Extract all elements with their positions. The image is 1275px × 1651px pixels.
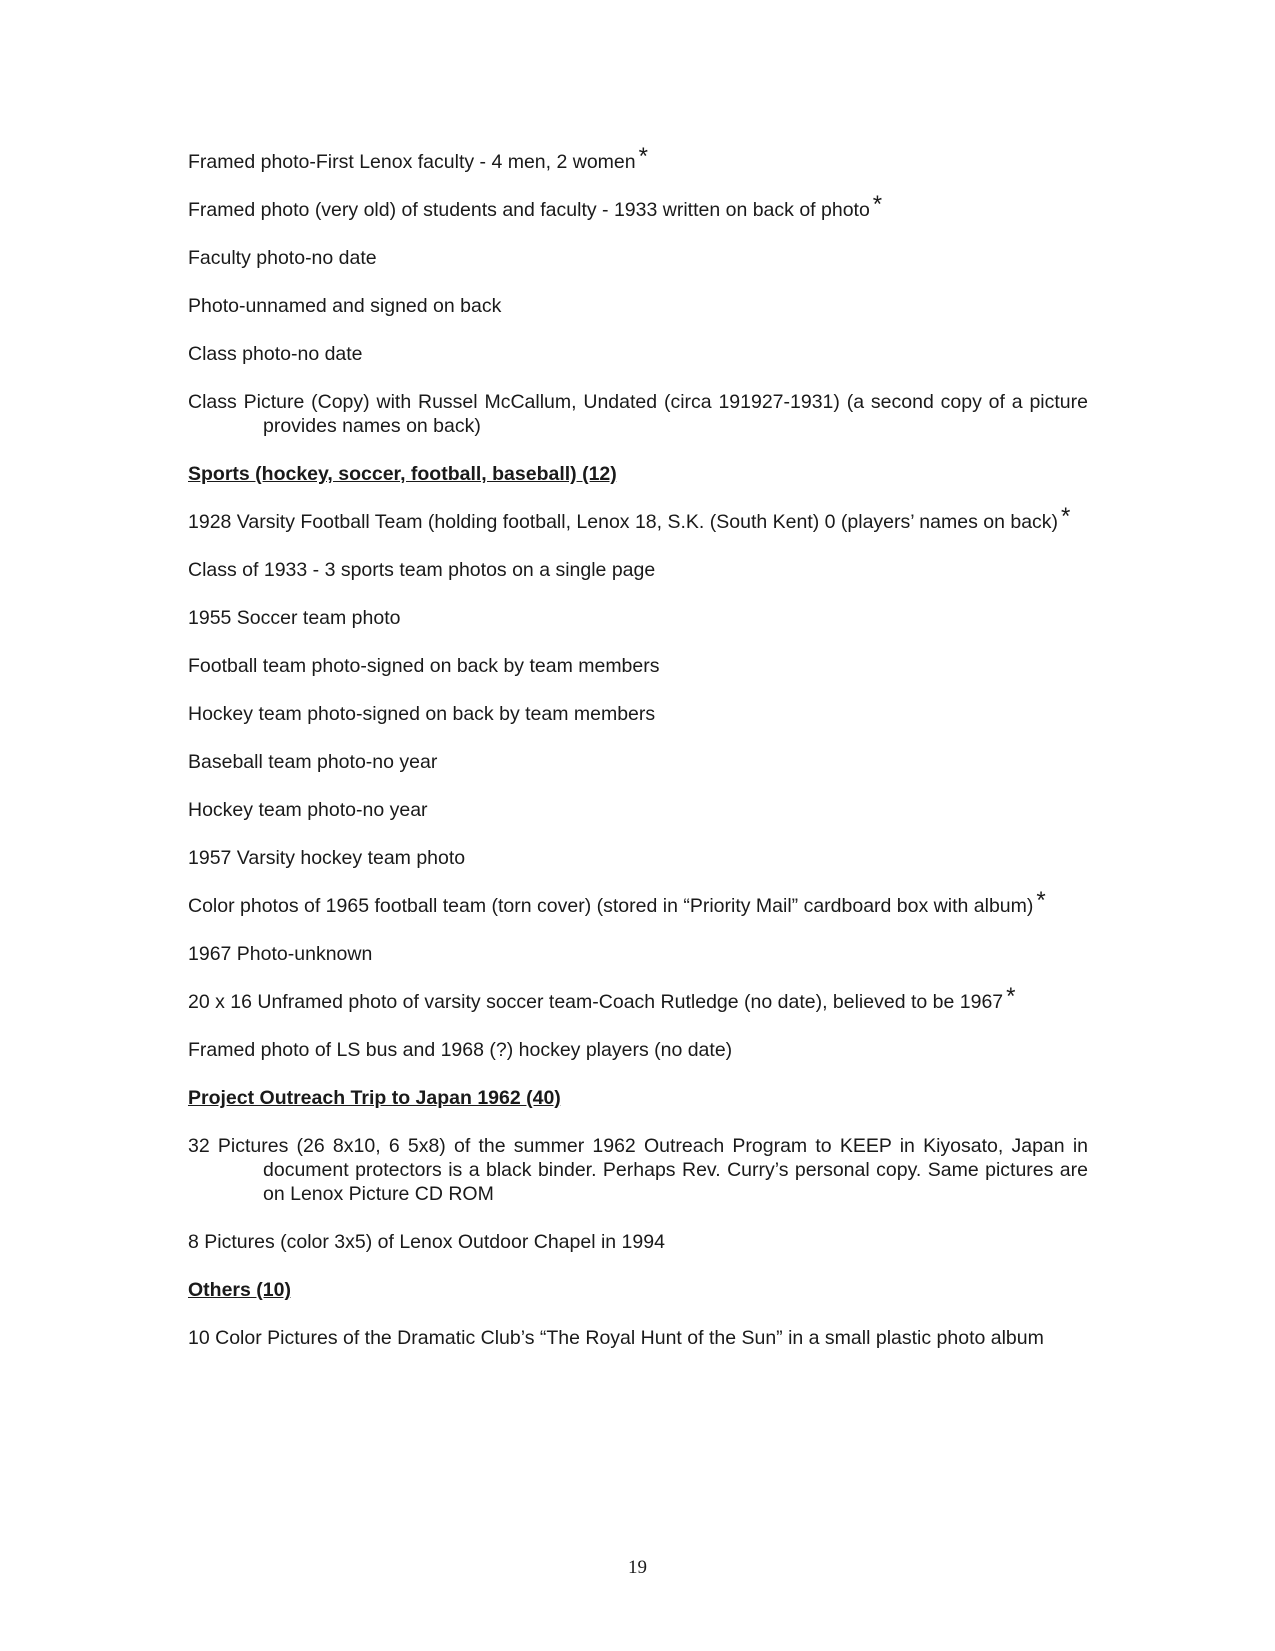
list-item: Football team photo-signed on back by team members (188, 655, 660, 677)
asterisk-mark: * (1006, 983, 1016, 1011)
list-item: 1957 Varsity hockey team photo (188, 847, 466, 869)
list-item: Class Picture (Copy) with Russel McCallum, Undated (circa 191927-1931) (a second copy of a picture provides names on back) (188, 391, 1088, 437)
list-item: Hockey team photo-no year (188, 799, 428, 821)
list-item: 8 Pictures (color 3x5) of Lenox Outdoor Chapel in 1994 (188, 1231, 665, 1253)
list-item: Faculty photo-no date (188, 247, 377, 269)
list-item: 20 x 16 Unframed photo of varsity soccer team-Coach Rutledge (no date), believed to be 1967 * (188, 983, 1016, 1013)
section-heading-others: Others (10) (188, 1279, 291, 1301)
page-number: 19 (628, 1557, 647, 1578)
list-item: Class of 1933 - 3 sports team photos on a single page (188, 559, 656, 581)
list-item: Color photos of 1965 football team (torn cover) (stored in “Priority Mail” cardboard box with album) * (188, 887, 1046, 917)
list-item: 10 Color Pictures of the Dramatic Club’s “The Royal Hunt of the Sun” in a small plastic photo album (188, 1327, 1044, 1349)
list-item: Class photo-no date (188, 343, 363, 365)
page-content (188, 143, 1088, 1374)
list-item: 32 Pictures (26 8x10, 6 5x8) of the summer 1962 Outreach Program to KEEP in Kiyosato, Japan in document protectors is a black binder. Perhaps Rev. Curry’s personal copy. Same pictures are on Lenox Picture CD ROM (188, 1135, 1088, 1205)
list-item: Photo-unnamed and signed on back (188, 295, 502, 317)
list-item: 1928 Varsity Football Team (holding football, Lenox 18, S.K. (South Kent) 0 (players’ names on back) * (188, 503, 1071, 533)
list-item: 1955 Soccer team photo (188, 607, 401, 629)
list-item: Framed photo of LS bus and 1968 (?) hockey players (no date) (188, 1039, 733, 1061)
list-item: Framed photo (very old) of students and faculty - 1933 written on back of photo * (188, 191, 883, 221)
asterisk-mark: * (872, 191, 883, 219)
section-heading-sports: Sports (hockey, soccer, football, baseball) (12) (188, 463, 617, 485)
list-item: Hockey team photo-signed on back by team members (188, 703, 656, 725)
list-item: 1967 Photo-unknown (188, 943, 373, 965)
asterisk-mark: * (1036, 887, 1046, 915)
section-heading-japan: Project Outreach Trip to Japan 1962 (40) (188, 1087, 561, 1109)
asterisk-mark: * (1061, 503, 1071, 531)
list-item: Baseball team photo-no year (188, 751, 438, 773)
asterisk-mark: * (638, 143, 648, 171)
list-item: Framed photo-First Lenox faculty - 4 men, 2 women * (188, 143, 648, 173)
